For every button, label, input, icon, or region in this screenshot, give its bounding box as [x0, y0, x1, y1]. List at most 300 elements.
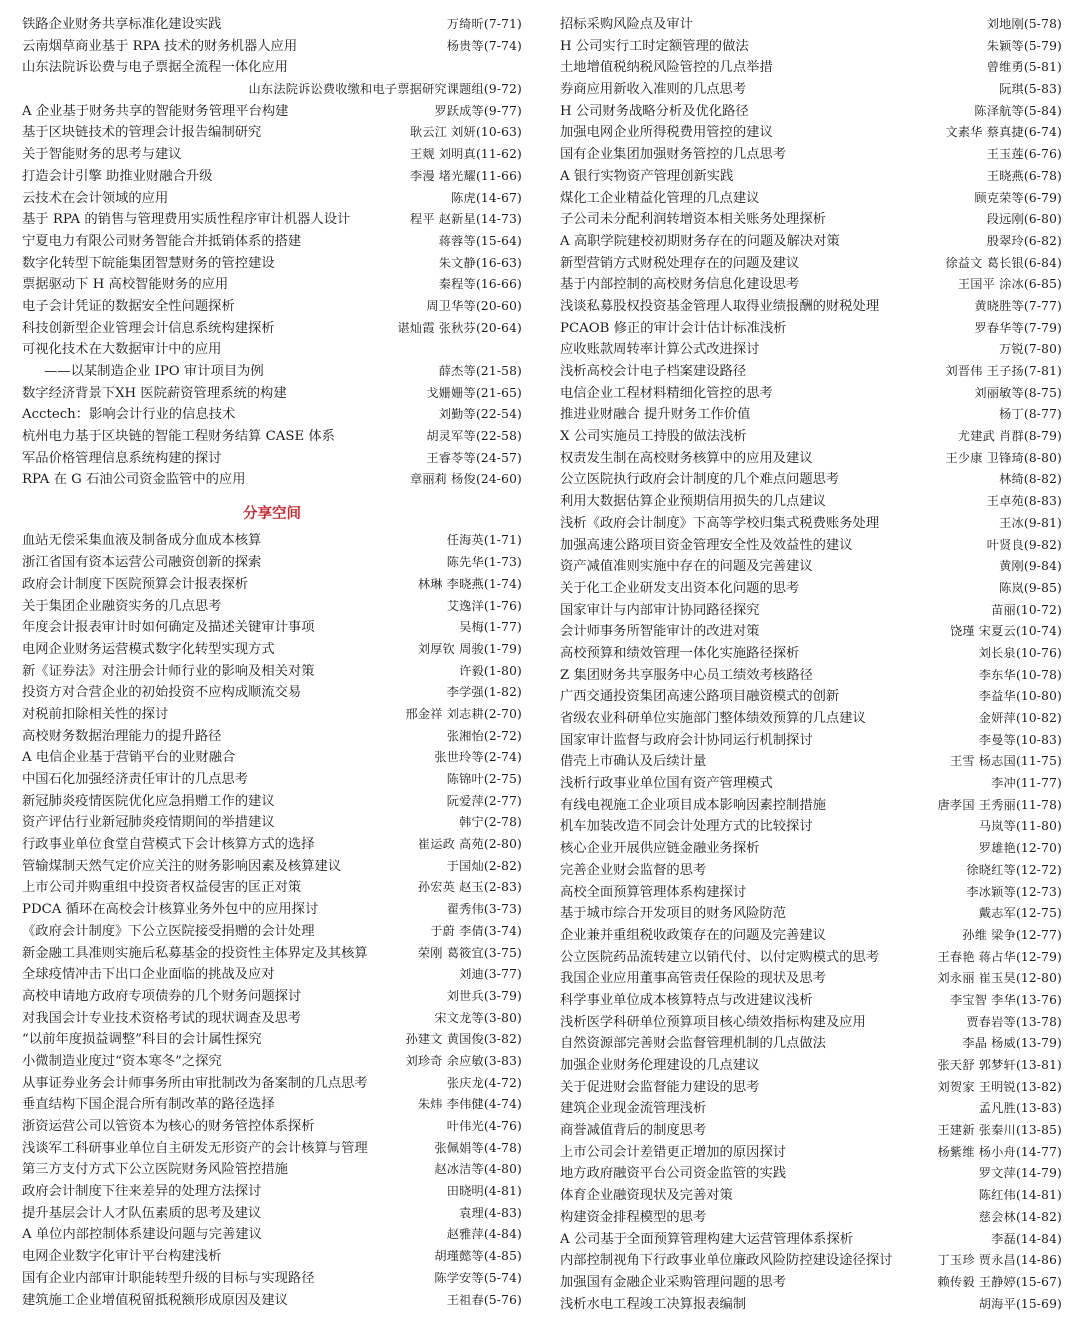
entry-title: 公立医院药品流转建立以销代付、以付定购模式的思考 — [560, 949, 880, 965]
index-entry — [560, 253, 1062, 275]
index-entry — [560, 838, 1062, 860]
index-entry — [22, 404, 522, 426]
entry-author-issue: 翟秀伟(3-73) — [446, 902, 522, 917]
entry-title: 政府会计制度下医院预算会计报表探析 — [22, 576, 249, 592]
entry-author-issue: 陈岚(9-85) — [999, 580, 1062, 595]
entry-author-issue: 林绮(8-82) — [999, 472, 1062, 487]
index-entry — [22, 274, 522, 296]
entry-title: ——以某制造企业 IPO 审计项目为例 — [44, 364, 264, 379]
entry-title: 血站无偿采集血液及制备成分血成本核算 — [22, 533, 262, 549]
entry-title: 科技创新型企业管理会计信息系统构建探析 — [22, 320, 275, 336]
entry-author-issue: 刘贺家 王明锐(13-82) — [937, 1079, 1062, 1094]
entry-author-issue: 陈锦叶(2-75) — [446, 772, 522, 787]
entry-author-issue: 陈红伟(14-81) — [978, 1188, 1062, 1203]
entry-title: 利用大数据估算企业预期信用损失的几点建议 — [560, 494, 826, 510]
entry-title: 体育企业融资现状及完善对策 — [560, 1188, 733, 1204]
index-entry — [560, 925, 1062, 947]
index-entry — [560, 1077, 1062, 1099]
index-entry — [560, 1142, 1062, 1164]
entry-author-issue: 张庆龙(4-72) — [446, 1075, 522, 1090]
index-entry — [560, 535, 1062, 557]
index-entry — [22, 1051, 522, 1073]
entry-title: 杭州电力基于区块链的智能工程财务结算 CASE 体系 — [22, 429, 335, 445]
index-entry — [22, 209, 522, 231]
entry-title: 公立医院执行政府会计制度的几个难点问题思考 — [560, 472, 840, 488]
entry-title: 云南烟草商业基于 RPA 技术的财务机器人应用 — [22, 38, 298, 54]
entry-title: 票据驱动下 H 高校智能财务的应用 — [22, 277, 229, 293]
index-entry — [560, 231, 1062, 253]
entry-author-issue: 曾维勇(5-81) — [986, 60, 1062, 75]
entry-author-issue: 徐益文 葛长银(6-84) — [945, 255, 1062, 270]
entry-title: 提升基层会计人才队伍素质的思考及建议 — [22, 1205, 262, 1221]
index-entry — [560, 361, 1062, 383]
index-entry — [22, 426, 522, 448]
index-entry — [22, 704, 522, 726]
entry-author-issue: 吴梅(1-77) — [459, 620, 522, 635]
index-entry — [560, 773, 1062, 795]
entry-author-issue: 徐晓红等(12-72) — [966, 862, 1062, 877]
entry-title: 可视化技术在大数据审计中的应用 — [22, 342, 222, 358]
entry-author-issue: 林琳 李晓燕(1-74) — [417, 576, 522, 591]
index-entry — [560, 860, 1062, 882]
entry-author-issue: 山东法院诉讼费收缴和电子票据研究课题组(9-72) — [248, 82, 522, 97]
entry-author-issue: 秦程等(16-66) — [438, 277, 522, 292]
entry-title: 第三方支付方式下公立医院财务风险管控措施 — [22, 1162, 288, 1178]
entry-author-issue: 李学强(1-82) — [446, 685, 522, 700]
entry-author-issue: 杨丁(8-77) — [999, 407, 1062, 422]
index-entry — [22, 1073, 522, 1095]
entry-title: 招标采购风险点及审计 — [560, 17, 693, 32]
index-entry — [22, 943, 522, 965]
entry-author-issue: 罗雄艳(12-70) — [978, 841, 1062, 856]
entry-title: 浅谈私募股权投资基金管理人取得业绩报酬的财税处理 — [560, 298, 880, 314]
entry-author-issue: 刘地刚(5-78) — [986, 17, 1062, 31]
entry-title: 我国企业应用董事高管责任保险的现状及思考 — [560, 971, 826, 987]
entry-author-issue: 戈姗姗等(21-65) — [426, 385, 522, 400]
entry-title: 浙江省国有资本运营公司融资创新的探索 — [22, 555, 262, 571]
index-entry — [22, 1246, 522, 1268]
entry-title: 高校预算和绩效管理一体化实施路径探析 — [560, 645, 800, 661]
entry-title: 新冠肺炎疫情医院优化应急捐赠工作的建议 — [22, 793, 275, 809]
index-entry — [22, 726, 522, 748]
entry-title: A 企业基于财务共享的智能财务管理平台构建 — [22, 103, 289, 119]
index-entry — [22, 296, 522, 318]
right-column — [560, 14, 1062, 1315]
entry-title: 电网企业数字化审计平台构建浅析 — [22, 1249, 222, 1265]
entry-title: 券商应用新收入准则的几点思考 — [560, 82, 747, 98]
entry-title: PDCA 循环在高校会计核算业务外包中的应用探讨 — [22, 902, 319, 918]
index-entry — [22, 101, 522, 123]
entry-title: 基于内部控制的高校财务信息化建设思考 — [560, 277, 800, 293]
entry-author-issue: 朱文静(16-63) — [438, 255, 522, 270]
entry-title: Acctech：影响会计行业的信息技术 — [22, 407, 236, 423]
entry-author-issue: 荣刚 葛筱宜(3-75) — [417, 945, 522, 960]
entry-author-issue: 刘勤等(22-54) — [438, 407, 522, 422]
entry-title: 完善企业财会监督的思考 — [560, 862, 707, 878]
entry-title: 数字化转型下皖能集团智慧财务的管控建设 — [22, 255, 275, 271]
entry-author-issue: 周卫华等(20-60) — [426, 298, 522, 313]
index-entry — [560, 903, 1062, 925]
entry-title: 关于智能财务的思考与建议 — [22, 147, 182, 163]
entry-author-issue: 陈先华(1-73) — [446, 555, 522, 570]
index-entry — [560, 947, 1062, 969]
entry-title: 借壳上市确认及后续计量 — [560, 754, 707, 770]
entry-title: 上市公司会计差错更正增加的原因探讨 — [560, 1144, 787, 1160]
entry-title: 投资方对合营企业的初始投资不应构成顺流交易 — [22, 685, 302, 701]
entry-author-issue: 邢金祥 刘志耕(2-70) — [405, 706, 522, 721]
index-entry — [22, 834, 522, 856]
entry-author-issue: 李冰颖等(12-73) — [966, 884, 1062, 899]
entry-title: 打造会计引擎 助推业财融合升级 — [22, 168, 213, 184]
entry-title: 加强电网企业所得税费用管控的建议 — [560, 125, 773, 141]
index-entry — [22, 964, 522, 986]
index-entry — [560, 1207, 1062, 1229]
entry-author-issue: 黄晓胜等(7-77) — [974, 298, 1062, 313]
index-entry — [22, 1268, 522, 1290]
left-share-list — [22, 530, 522, 1311]
entry-title: 资产减值准则实施中存在的问题及完善建议 — [560, 559, 813, 575]
entry-author-issue: 殷翠玲(6-82) — [986, 233, 1062, 248]
index-entry — [22, 661, 522, 683]
index-entry — [22, 530, 522, 552]
entry-author-issue: 唐孝国 王秀丽(11-78) — [937, 797, 1062, 812]
entry-author-issue: 刘迪(3-77) — [459, 967, 522, 982]
entry-title: 构建资金排程模型的思考 — [560, 1209, 707, 1225]
index-entry — [22, 144, 522, 166]
entry-title: 企业兼并重组税收政策存在的问题及完善建议 — [560, 927, 826, 943]
entry-title: 浅析水电工程竣工决算报表编制 — [560, 1296, 747, 1312]
entry-author-issue: 李益华(10-80) — [978, 689, 1062, 704]
entry-title: 浅析行政事业单位国有资产管理模式 — [560, 776, 773, 792]
entry-author-issue: 王睿苓等(24-57) — [426, 450, 522, 465]
entry-title: 建筑企业现金流管理浅析 — [560, 1101, 707, 1117]
index-entry — [22, 877, 522, 899]
index-entry — [22, 1181, 522, 1203]
index-entry — [560, 296, 1062, 318]
entry-author-issue: 孙维 梁争(12-77) — [962, 927, 1062, 942]
index-entry — [22, 1138, 522, 1160]
entry-author-issue: 叶贤良(9-82) — [986, 537, 1062, 552]
index-entry — [22, 617, 522, 639]
index-entry — [560, 79, 1062, 101]
entry-author-issue: 杨紫维 杨小舟(14-77) — [937, 1144, 1062, 1159]
entry-title: 应收账款周转率计算公式改进探讨 — [560, 342, 760, 358]
index-entry — [22, 361, 522, 383]
entry-title: 新金融工具准则实施后私募基金的投资性主体界定及其核算 — [22, 945, 368, 961]
index-entry — [560, 404, 1062, 426]
spacer — [22, 491, 522, 500]
index-entry — [22, 552, 522, 574]
index-entry — [22, 36, 522, 58]
entry-author-issue: 胡灵军等(22-58) — [426, 429, 522, 444]
entry-author-issue: 章丽莉 杨俊(24-60) — [409, 472, 522, 487]
index-entry — [22, 318, 522, 340]
index-entry — [560, 448, 1062, 470]
entry-title: 会计师事务所智能审计的改进对策 — [560, 624, 760, 640]
index-entry — [560, 708, 1062, 730]
entry-title: X 公司实施员工持股的做法浅析 — [560, 429, 747, 445]
entry-author-issue: 王玉莲(6-76) — [986, 147, 1062, 162]
index-entry — [22, 812, 522, 834]
entry-title: A 银行实物资产管理创新实践 — [560, 168, 734, 184]
entry-author-issue: 宋文龙等(3-80) — [434, 1010, 522, 1025]
entry-author-issue: 张世玲等(2-74) — [434, 750, 522, 765]
entry-author-issue: 崔运政 高苑(2-80) — [417, 837, 522, 852]
entry-title: 宁夏电力有限公司财务智能合并抵销体系的搭建 — [22, 233, 302, 249]
entry-title: Z 集团财务共享服务中心员工绩效考核路径 — [560, 667, 813, 683]
entry-author-issue: 王祖春(5-76) — [446, 1292, 522, 1307]
entry-title: A 电信企业基于营销平台的业财融合 — [22, 750, 236, 766]
entry-title: 基于城市综合开发项目的财务风险防范 — [560, 906, 787, 922]
entry-title: 垂直结构下国企混合所有制改革的路径选择 — [22, 1097, 275, 1113]
index-entry — [22, 14, 522, 36]
entry-title: 国有企业内部审计职能转型升级的目标与实现路径 — [22, 1270, 315, 1286]
index-entry — [560, 144, 1062, 166]
entry-author-issue: 孙宏英 赵玉(2-83) — [417, 880, 522, 895]
entry-title: 关于化工企业研发支出资本化问题的思考 — [560, 580, 800, 596]
index-entry — [22, 57, 522, 79]
entry-author-issue: 罗春华等(7-79) — [974, 320, 1062, 335]
entry-author-issue: 于国灿(2-82) — [446, 858, 522, 873]
index-entry — [560, 1272, 1062, 1294]
entry-author-issue: 张天舒 郭梦轩(13-81) — [937, 1058, 1062, 1072]
index-entry — [560, 122, 1062, 144]
index-entry — [560, 1055, 1062, 1077]
index-entry — [22, 448, 522, 470]
index-entry — [22, 747, 522, 769]
index-entry — [560, 968, 1062, 990]
index-entry — [560, 14, 1062, 36]
entry-author-issue: 陈学安等(5-74) — [434, 1270, 522, 1285]
entry-author-issue: 于蔚 李倩(3-74) — [430, 923, 522, 938]
entry-author-issue: 赵雅萍(4-84) — [446, 1227, 522, 1242]
entry-title: 小微制造业度过“资本寒冬”之探究 — [22, 1053, 222, 1069]
entry-title: 土地增值税纳税风险管控的几点举措 — [560, 60, 773, 76]
index-entry — [560, 188, 1062, 210]
entry-title: 高校全面预算管理体系构建探讨 — [560, 884, 747, 900]
entry-author-issue: 张湘怡(2-72) — [446, 728, 522, 743]
entry-author-issue: 王冰(9-81) — [999, 515, 1062, 530]
entry-author-issue: 王少康 卫锋琦(8-80) — [945, 450, 1062, 465]
index-entry — [560, 1185, 1062, 1207]
entry-author-issue: 张佩娟等(4-78) — [434, 1140, 522, 1155]
entry-title: 年度会计报表审计时如何确定及描述关键审计事项 — [22, 620, 315, 636]
entry-author-issue: 任海英(1-71) — [446, 533, 522, 548]
entry-author-issue: 胡瑾懿等(4-85) — [434, 1249, 522, 1264]
index-entry — [22, 791, 522, 813]
entry-author-issue: 罗文萍(14-79) — [978, 1166, 1062, 1181]
index-entry — [22, 339, 522, 361]
entry-title: 自然资源部完善财会监督管理机制的几点做法 — [560, 1036, 826, 1052]
entry-title: 政府会计制度下往来差异的处理方法探讨 — [22, 1184, 262, 1200]
index-entry — [560, 426, 1062, 448]
entry-author-issue: 万绮昕(7-71) — [446, 17, 522, 31]
index-entry — [22, 1029, 522, 1051]
index-entry — [22, 769, 522, 791]
entry-title: 数字经济背景下XH 医院薪资管理系统的构建 — [22, 385, 287, 401]
entry-title: RPA 在 G 石油公司资金监管中的应用 — [22, 472, 246, 488]
index-entry — [560, 1120, 1062, 1142]
entry-title: 浅析医学科研单位预算项目核心绩效指标构建及应用 — [560, 1014, 866, 1030]
entry-author-issue: 金妍萍(10-82) — [978, 711, 1062, 725]
entry-title: 从事证券业务会计师事务所由审批制改为备案制的几点思考 — [22, 1075, 368, 1091]
entry-author-issue: 王春艳 蒋占华(12-79) — [937, 949, 1062, 964]
entry-author-issue: 刘珍奇 余应敏(3-83) — [405, 1053, 522, 1068]
entry-title: 云技术在会计领域的应用 — [22, 190, 169, 206]
entry-author-issue: 王觌 刘明真(11-62) — [409, 147, 522, 162]
entry-author-issue: 陈虎(14-67) — [451, 190, 522, 205]
index-entry — [22, 166, 522, 188]
entry-author-issue: 李磊(14-84) — [991, 1231, 1062, 1246]
entry-author-issue: 朱炜 李伟健(4-74) — [417, 1097, 522, 1112]
index-entry — [560, 730, 1062, 752]
index-entry — [560, 686, 1062, 708]
entry-author-issue: 李宝智 李华(13-76) — [949, 992, 1062, 1007]
entry-author-issue: 艾逸洋(1-76) — [446, 598, 522, 613]
entry-author-issue: 王雪 杨志国(11-75) — [949, 754, 1062, 769]
index-entry — [22, 639, 522, 661]
entry-title: 建筑施工企业增值税留抵税额形成原因及建议 — [22, 1292, 288, 1308]
entry-title: 国有企业集团加强财务管控的几点思考 — [560, 147, 787, 163]
entry-author-issue: 阮爱萍(2-77) — [446, 793, 522, 808]
index-entry — [560, 665, 1062, 687]
index-entry — [560, 882, 1062, 904]
entry-author-issue: 叶伟光(4-76) — [446, 1119, 522, 1134]
entry-title: H 公司实行工时定额管理的做法 — [560, 38, 749, 54]
entry-title: 核心企业开展供应链金融业务探析 — [560, 841, 760, 857]
entry-author-issue: 万锐(7-80) — [999, 342, 1062, 357]
entry-author-issue: 王卓苑(8-83) — [986, 494, 1062, 509]
index-entry — [560, 556, 1062, 578]
entry-author-issue: 丁玉珍 贾永昌(14-86) — [937, 1253, 1062, 1268]
entry-title: 全球疫情冲击下出口企业面临的挑战及应对 — [22, 967, 275, 983]
index-entry — [560, 383, 1062, 405]
entry-author-issue: 蒋蓉等(15-64) — [438, 233, 522, 248]
index-entry — [560, 513, 1062, 535]
entry-title: 山东法院诉讼费与电子票据全流程一体化应用 — [22, 60, 288, 76]
entry-title: 铁路企业财务共享标准化建设实践 — [22, 17, 222, 32]
index-entry — [22, 1290, 522, 1312]
entry-title: 对税前扣除相关性的探讨 — [22, 706, 169, 722]
entry-title: 广西交通投资集团高速公路项目融资模式的创新 — [560, 689, 840, 705]
entry-author-issue: 段远刚(6-80) — [986, 212, 1062, 227]
entry-author-issue: 文素华 蔡真捷(6-74) — [945, 125, 1062, 140]
index-entry — [22, 596, 522, 618]
entry-title: 高校财务数据治理能力的提升路径 — [22, 728, 222, 744]
entry-author-issue: 孟凡胜(13-83) — [978, 1101, 1062, 1116]
index-entry — [560, 621, 1062, 643]
index-entry — [22, 1203, 522, 1225]
entry-title: 浙资运营公司以管资本为核心的财务管控体系探析 — [22, 1119, 315, 1135]
entry-title: 电网企业财务运营模式数字化转型实现方式 — [22, 641, 275, 657]
entry-title: 科学事业单位成本核算特点与改进建议浅析 — [560, 992, 813, 1008]
entry-author-issue: 陈泽航等(5-84) — [974, 103, 1062, 118]
entry-title: 管输煤制天然气定价应关注的财务影响因素及核算建议 — [22, 858, 342, 874]
entry-author-issue: 袁理(4-83) — [459, 1205, 522, 1220]
entry-title: 内部控制视角下行政事业单位廉政风险防控建设途径探讨 — [560, 1253, 893, 1269]
index-entry — [560, 469, 1062, 491]
entry-author-issue: 刘长泉(10-76) — [978, 645, 1062, 660]
entry-author-issue: 刘厚钦 周骏(1-79) — [417, 641, 522, 656]
index-entry — [22, 574, 522, 596]
entry-title: 煤化工企业精益化管理的几点建议 — [560, 190, 760, 206]
index-entry — [22, 469, 522, 491]
index-entry — [560, 1012, 1062, 1034]
index-entry — [22, 986, 522, 1008]
entry-title: 资产评估行业新冠肺炎疫情期间的举措建议 — [22, 815, 275, 831]
right-list — [560, 14, 1062, 1315]
index-entry — [560, 57, 1062, 79]
section-title: 分享空间 — [243, 506, 301, 523]
entry-title: A 单位内部控制体系建设问题与完善建议 — [22, 1227, 262, 1243]
index-entry — [560, 491, 1062, 513]
index-entry — [560, 578, 1062, 600]
entry-author-issue: 孙建文 黄国俊(3-82) — [405, 1032, 522, 1047]
entry-title: A 高职学院建校初期财务存在的问题及解决对策 — [560, 233, 840, 249]
entry-title: 浅析高校会计电子档案建设路径 — [560, 364, 747, 379]
entry-author-issue: 耿云江 刘妍(10-63) — [409, 125, 522, 140]
entry-author-issue: 罗跃成等(9-77) — [434, 103, 522, 118]
entry-author-issue: 阮琪(5-83) — [999, 82, 1062, 97]
entry-title: 加强高速公路项目资金管理安全性及效益性的建议 — [560, 537, 853, 553]
index-entry — [22, 122, 522, 144]
index-entry — [22, 856, 522, 878]
entry-title: 加强国有金融企业采购管理问题的思考 — [560, 1274, 787, 1290]
index-entry — [560, 1163, 1062, 1185]
entry-author-issue: 刘晋伟 王子扬(7-81) — [945, 364, 1062, 378]
index-entry — [560, 643, 1062, 665]
entry-title: 地方政府融资平台公司资金监管的实践 — [560, 1166, 787, 1182]
index-entry — [560, 166, 1062, 188]
entry-author-issue: 李漫 堵光耀(11-66) — [409, 168, 522, 183]
entry-title: 国家审计与内部审计协同路径探究 — [560, 602, 760, 618]
entry-author-issue: 李晶 杨威(13-79) — [962, 1036, 1062, 1051]
index-entry — [560, 1294, 1062, 1316]
entry-title: PCAOB 修正的审计会计估计标准浅析 — [560, 320, 787, 336]
index-entry — [22, 253, 522, 275]
entry-title: 新《证券法》对注册会计师行业的影响及相关对策 — [22, 663, 315, 679]
index-entry — [560, 1250, 1062, 1272]
entry-author-issue: 慈会林(14-82) — [978, 1209, 1062, 1224]
entry-title: 关于集团企业融资实务的几点思考 — [22, 598, 222, 614]
entry-title: 新型营销方式财税处理存在的问题及建议 — [560, 255, 800, 271]
index-entry — [22, 79, 522, 101]
entry-author-issue: 薛杰等(21-58) — [438, 364, 522, 378]
entry-title: 《政府会计制度》下公立医院接受捐赠的会计处理 — [22, 923, 315, 939]
entry-title: 高校申请地方政府专项债券的几个财务问题探讨 — [22, 988, 302, 1004]
entry-author-issue: 胡海平(15-69) — [978, 1296, 1062, 1311]
entry-author-issue: 戴志军(12-75) — [978, 906, 1062, 921]
entry-title: 基于 RPA 的销售与管理费用实质性程序审计机器人设计 — [22, 212, 351, 228]
entry-title: 基于区块链技术的管理会计报告编制研究 — [22, 125, 262, 141]
entry-title: 上市公司并购重组中投资者权益侵害的匡正对策 — [22, 880, 302, 896]
entry-author-issue: 田晓明(4-81) — [446, 1184, 522, 1199]
entry-author-issue: 王国平 涂冰(6-85) — [957, 277, 1062, 292]
index-entry — [22, 231, 522, 253]
index-entry — [22, 1224, 522, 1246]
entry-title: “以前年度损益调整”科目的会计属性探究 — [22, 1032, 262, 1048]
entry-title: 权责发生制在高校财务核算中的应用及建议 — [560, 450, 813, 466]
entry-author-issue: 李东华(10-78) — [978, 667, 1062, 682]
entry-title: 国家审计监督与政府会计协同运行机制探讨 — [560, 732, 813, 748]
entry-author-issue: 黄刚(9-84) — [999, 559, 1062, 574]
entry-title: 加强企业财务伦理建设的几点建议 — [560, 1058, 760, 1073]
entry-author-issue: 程平 赵新星(14-73) — [409, 212, 522, 227]
entry-title: 军品价格管理信息系统构建的探讨 — [22, 450, 222, 466]
index-entry — [560, 318, 1062, 340]
index-entry — [22, 899, 522, 921]
index-entry — [22, 383, 522, 405]
